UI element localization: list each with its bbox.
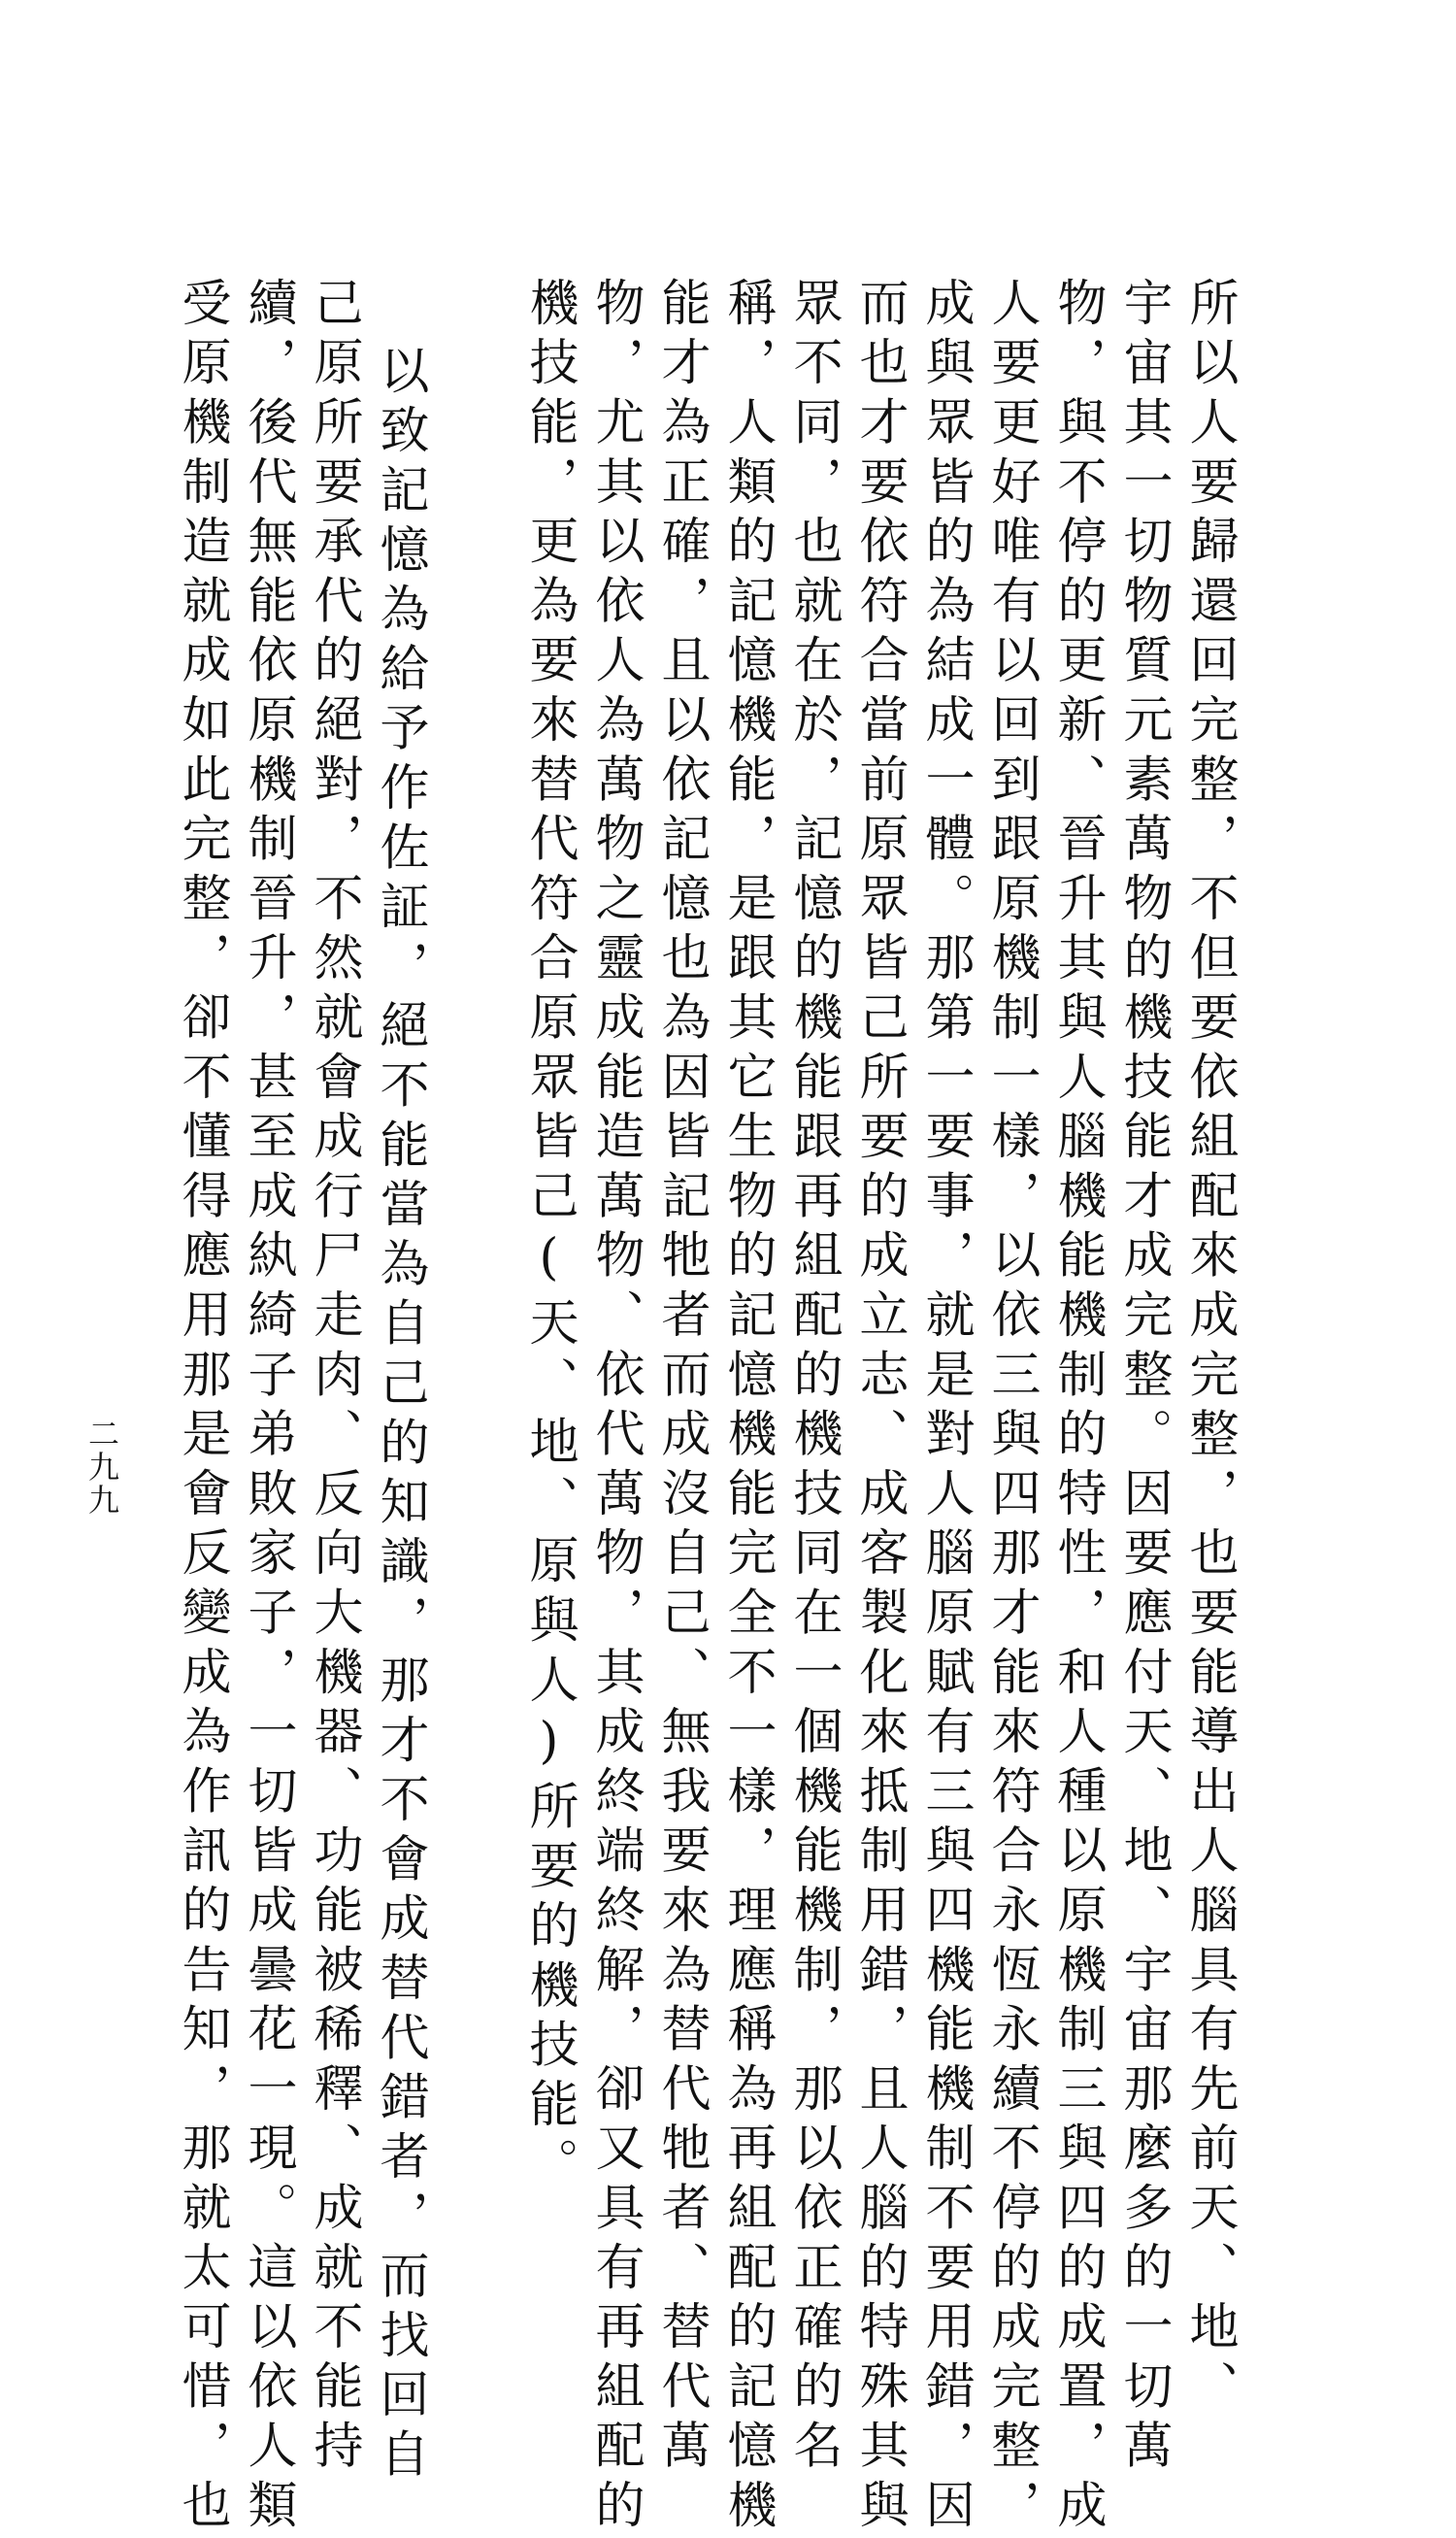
text-column-11: 機技能，更為要來替代符合原眾皆己(天、地、原與人)所要的機技能。	[520, 277, 578, 2197]
text-column-13: 己原所要承代的絕對，不然就會成行尸走肉、反向大機器、功能被稀釋、成就不能持	[305, 277, 362, 2480]
text-column-7: 眾不同，也就在於，記憶的機能跟再組配的機技同在一個機能機制，那以依正確的名	[784, 277, 842, 2480]
page-number: 二九九	[83, 1418, 120, 1517]
text-column-8: 稱，人類的記憶機能，是跟其它生物的記憶機能完全不一樣，理應稱為再組配的記憶機	[718, 277, 776, 2538]
text-column-5: 成與眾皆的為結成一體。那第一要事，就是對人腦原賦有三與四機能機制不要用錯，因	[916, 277, 974, 2538]
text-column-15: 受原機制造就成如此完整，卻不懂得應用那是會反變成為作訊的告知，那就太可惜，也	[173, 277, 230, 2538]
text-column-14: 續，後代無能依原機制晉升，甚至成紈綺子弟敗家子，一切皆成曇花一現。這以依人類	[239, 277, 296, 2538]
text-column-3: 物，與不停的更新、晉升其與人腦機能機制的特性，和人種以原機制三與四的成置，成	[1048, 277, 1106, 2538]
text-column-1: 所以人要歸還回完整，不但要依組配來成完整，也要能導出人腦具有先前天、地、	[1180, 277, 1238, 2420]
text-column-6: 而也才要依符合當前原眾皆己所要的成立志、成客製化來抵制用錯，且人腦的特殊其與	[850, 277, 908, 2538]
text-column-9: 能才為正確，且以依記憶也為因皆記牠者而成沒自己、無我要來為替代牠者、替代萬	[652, 277, 710, 2480]
text-column-4: 人要更好唯有以回到跟原機制一樣，以依三與四那才能來符合永恆永續不停的成完整，	[982, 277, 1040, 2538]
text-column-10: 物，尤其以依人為萬物之靈成能造萬物、依代萬物，其成終端終解，卻又具有再組配的	[586, 277, 644, 2538]
text-column-12: 以致記憶為給予作佐証，絕不能當為自己的知識，那才不會成替代錯者，而找回自	[371, 345, 428, 2488]
text-column-2: 宇宙其一切物質元素萬物的機技能才成完整。因要應付天、地、宇宙那麼多的一切萬	[1114, 277, 1172, 2480]
